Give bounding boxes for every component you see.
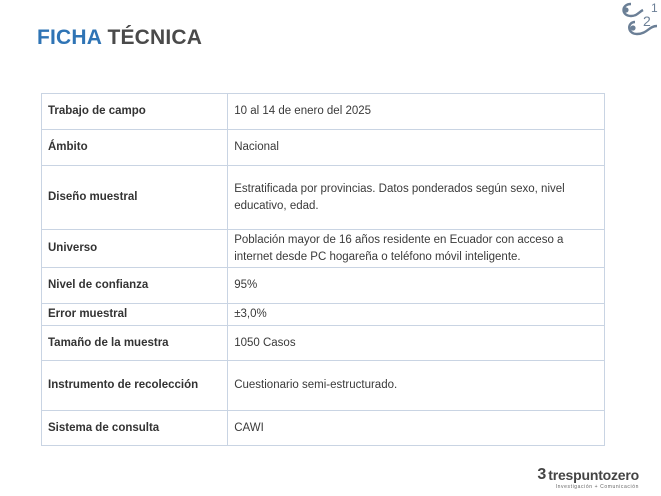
brand-logo <box>537 467 639 490</box>
row-label: Instrumento de recolección <box>42 361 228 411</box>
brand-tagline: Investigación + Comunicación <box>555 484 639 490</box>
page-title-word-1: FICHA <box>37 26 102 49</box>
row-label: Ámbito <box>42 130 228 166</box>
page-title-word-2: TÉCNICA <box>107 26 203 49</box>
trespuntozero-logo-icon <box>613 0 661 40</box>
row-value: Población mayor de 16 años residente en Ecuador con acceso a internet desde PC hogareña o teléfono móvil inteligente. <box>228 230 605 268</box>
table-row <box>42 411 605 446</box>
row-value: CAWI <box>228 411 605 446</box>
row-value: Nacional <box>228 130 605 166</box>
table-row <box>42 230 605 268</box>
row-label: Sistema de consulta <box>42 411 228 446</box>
row-value: Cuestionario semi-estructurado. <box>228 361 605 411</box>
svg-text:2: 2 <box>643 13 651 29</box>
svg-text:1: 1 <box>651 1 658 15</box>
table-row <box>42 166 605 230</box>
table-row <box>42 326 605 361</box>
table-row <box>42 304 605 326</box>
row-value: 10 al 14 de enero del 2025 <box>228 94 605 130</box>
ficha-table <box>41 93 605 446</box>
page-title <box>37 26 202 50</box>
row-label: Error muestral <box>42 304 228 326</box>
table-row <box>42 94 605 130</box>
row-label: Universo <box>42 230 228 268</box>
row-value: ±3,0% <box>228 304 605 326</box>
row-value: 1050 Casos <box>228 326 605 361</box>
table-row <box>42 361 605 411</box>
brand-name: trespuntozero <box>548 467 639 483</box>
row-value: 95% <box>228 268 605 304</box>
row-label: Nivel de confianza <box>42 268 228 304</box>
row-label: Tamaño de la muestra <box>42 326 228 361</box>
row-label: Diseño muestral <box>42 166 228 230</box>
table-row <box>42 268 605 304</box>
brand-mark: 3 <box>537 466 547 483</box>
row-label: Trabajo de campo <box>42 94 228 130</box>
row-value: Estratificada por provincias. Datos ponderados según sexo, nivel educativo, edad. <box>228 166 605 230</box>
table-row <box>42 130 605 166</box>
